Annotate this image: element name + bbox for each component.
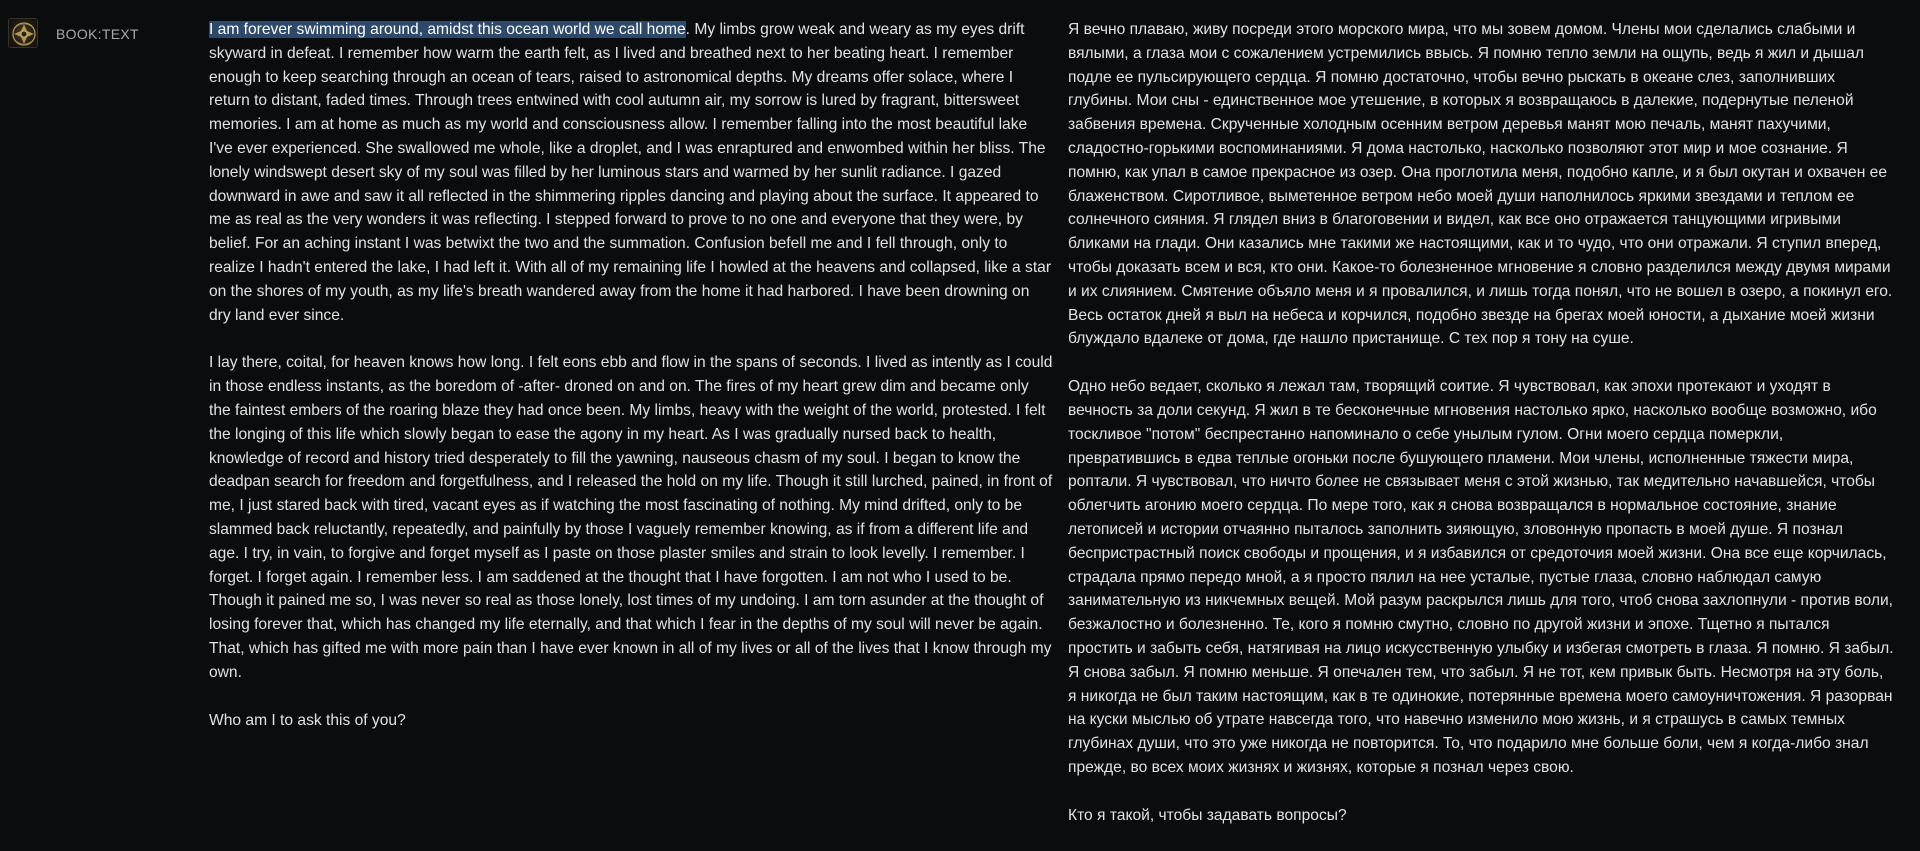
russian-paragraph-2: Одно небо ведает, сколько я лежал там, творящий соитие. Я чувствовал, как эпохи протекают и уходят в вечность за доли секунд. Я жил в те бесконечные мгновения настолько ярко, насколько вообще возможно, ибо тоскливое "потом" беспрестанно напоминало о себе унылым гулом. Огни моего сердца померкли, превратившись в едва теплые огоньки после бушующего пламени. Мои члены, исполненные тяжести мира, роптали. Я чувствовал, что ничто более не связывает меня с этой жизнью, так медительно начавшейся, чтобы облегчить агонию моего сердца. По мере того, как я снова возвращался в нормальное состояние, знание летописей и истории отчаянно пыталось заполнить зияющую, зловонную пропасть в моей душе. Я познал беспристрастный поиск свободы и прощения, и я избавился от средоточия моей жизни. Она все еще корчилась, страдала прямо передо мной, а я просто пялил на нее усталые, пустые глаза, словно наблюдал самую занимательную из никчемных вещей. Мой разум раскрылся лишь для того, чтоб снова захлопнули - против воли, безжалостно и болезненно. Те, кого я помню смутно, словно по другой жизни и эпохе. Тщетно я пытался простить и забыть себя, натягивая на лицо искусственную улыбку и избегая смотреть в глаза. Я помню. Я забыл. Я снова забыл. Я помню меньше. Я опечален тем, что забыл. Я не тот, кем привык быть. Несмотря на эту боль, я никогда не был таким настоящим, как в те одинокие, потерянные времена моего самоуничтожения. Я разорван на куски мыслью об утрате навсегда того, что навечно изменило мою жизнь, и я страшусь в самых темных глубинах души, что это уже никогда не повторится. То, что подарило мне больше боли, чем я когда-либо знал прежде, во всех моих жизнях и жизнях, которые я познал через свою. xyxy=(1068,378,1898,776)
russian-text-column xyxy=(1068,18,1898,851)
russian-paragraph-1: Я вечно плаваю, живу посреди этого морского мира, что мы зовем домом. Члены мои сделались слабыми и вялыми, а глаза мои с сожалением устремились ввысь. Я помню тепло земли на ощупь, ведь я жил и дышал подле ее пульсирующего сердца. Я помню достаточно, чтобы вечно рыскать в океане слез, заполнивших глубины. Мои сны - единственное мое утешение, в которых я возвращаюсь в далекие, подернутые пеленой забвения времена. Скрученные холодным осенним ветром деревья манят мою печаль, манят пахучими, сладостно-горькими воспоминаниями. Я дома настолько, насколько позволяют этот мир и мое сознание. Я помню, как упал в самое прекрасное из озер. Она проглотила меня, подобно капле, и я был окутан и охвачен ее блаженством. Сиротливое, выметенное ветром небо моей души наполнилось яркими звездами и теплом ее солнечного сияния. Я глядел вниз в благоговении и видел, как все оно отражается танцующими игривыми бликами на глади. Они казались мне такими же настоящими, как и то чудо, что они отражали. Я ступил вперед, чтобы доказать всем и вся, кто они. Какое-то болезненное мгновение я словно разделился между двумя мирами и их слиянием. Смятение объяло меня и я провалился, и лишь тогда понял, что не вошел в озеро, а покинул его. Весь остаток дней я выл на небеса и корчился, подобно звезде на брегах моей юности, а дыхание моей жизни блуждало вдалеке от дома, где нашло пристанище. С тех пор я тону на суше. xyxy=(1068,21,1897,348)
english-text-column xyxy=(209,18,1057,756)
sidebar xyxy=(0,0,200,851)
english-paragraph-2: I lay there, coital, for heaven knows how long. I felt eons ebb and flow in the spans of seconds. I lived as intently as I could in those endless instants, as the boredom of -after- droned on and on. The fires of my heart grew dim and became only the faintest embers of the roaring blaze they had once been. My limbs, heavy with the weight of the world, protested. I felt the longing of this life which slowly began to ease the agony in my heart. As I was gradually nursed back to health, knowledge of record and history tried desperately to fill the yawning, nauseous chasm of my soul. I began to know the deadpan search for freedom and forgetfulness, and I released the hold on my life. Though it still lurched, pained, in front of me, I just stared back with tired, vacant eyes as if watching the most fascinating of nothing. My mind drifted, only to be slammed back reluctantly, repeatedly, and painfully by those I vaguely remember knowing, as if from a different life and age. I try, in vain, to forgive and forget myself as I paste on those plaster smiles and strain to look levelly. I remember. I forget. I forget again. I remember less. I am saddened at the thought that I have forgotten. I am not who I used to be. Though it pained me so, I was never so real as those lonely, lost times of my undoing. I am torn asunder at the thought of losing forever that, which has changed my life eternally, and that which I fear in the depths of my soul will never be again. That, which has gifted me with more pain than I have ever known in all of my lives or all of the lives that I know through my own. xyxy=(209,354,1057,681)
english-paragraph-1-text: . My limbs grow weak and weary as my eyes drift skyward in defeat. I remember how warm the earth felt, as I lived and breathed next to her beating heart. I remember enough to keep searching through an ocean of tears, raised to astronomical depths. My dreams offer solace, where I return to distant, faded times. Through trees entwined with cool autumn air, my sorrow is lured by fragrant, bittersweet memories. I am at home as much as my world and consciousness allow. I remember falling into the most beautiful lake I've ever experienced. She swallowed me whole, like a droplet, and I was enraptured and enwombed within her bliss. The lonely windswept desert sky of my soul was filled by her luminous stars and warmed by her sunlit radiance. I gazed downward in awe and saw it all reflected in the shimmering ripples dancing and playing about the surface. It appeared to me as real as the very wonders it was reflecting. I stepped forward to prove to no one and everyone that they were, by belief. For an aching instant I was betwixt the two and the summation. Confusion befell me and I fell through, only to realize I hadn't entered the lake, I had left it. With all of my remaining life I howled at the heavens and collapsed, like a star on the shores of my youth, as my life's breath wandered away from the home it had harbored. I have been drowning on dry land ever since. xyxy=(209,21,1056,324)
app-title: BOOK:TEXT xyxy=(56,26,139,42)
selected-text-highlight[interactable]: I am forever swimming around, amidst this ocean world we call home xyxy=(209,21,686,38)
emblem-graphic xyxy=(9,19,38,48)
english-paragraph-1 xyxy=(209,18,1054,327)
ornate-emblem-icon[interactable] xyxy=(8,18,38,48)
english-paragraph-3: Who am I to ask this of you? xyxy=(209,711,406,729)
russian-paragraph-3: Кто я такой, чтобы задавать вопросы? xyxy=(1068,806,1347,824)
